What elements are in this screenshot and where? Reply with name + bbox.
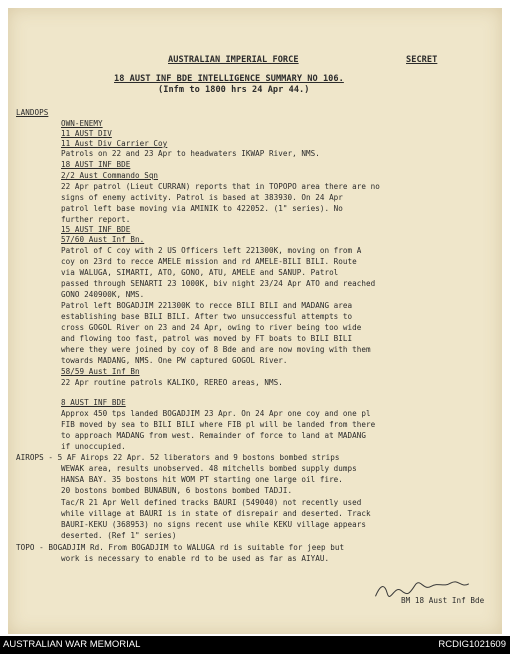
- body-line: towards MADANG, NMS. One PW captured GOGOL River.: [61, 356, 288, 365]
- unit-heading: 18 AUST INF BDE: [61, 160, 131, 169]
- body-line: 22 Apr routine patrols KALIKO, REREO areas, NMS.: [61, 378, 283, 387]
- body-line: coy on 23rd to recce AMELE mission and rd AMELE-BILI BILI. Route: [61, 257, 357, 266]
- body-line: 20 bostons bombed BUNABUN, 6 bostons bombed TADJI.: [61, 486, 293, 495]
- footer-source: AUSTRALIAN WAR MEMORIAL: [3, 639, 141, 650]
- unit-heading: 8 AUST INF BDE: [61, 398, 126, 407]
- body-line: WEWAK area, results unobserved. 48 mitchells bombed supply dumps: [61, 464, 357, 473]
- unit-heading: 11 AUST DIV: [61, 129, 112, 138]
- body-line: HANSA BAY. 35 bostons hit WOM PT starting one large oil fire.: [61, 475, 343, 484]
- body-line: BAURI-KEKU (368953) no signs recent use while KEKU village appears: [61, 520, 367, 529]
- body-line: FIB moved by sea to BILI BILI where FIB pl will be landed from there: [61, 420, 376, 429]
- body-line: to approach MADANG from west. Remainder of force to land at MADANG: [61, 431, 367, 440]
- body-line: Approx 450 tps landed BOGADJIM 23 Apr. On 24 Apr one coy and one pl: [61, 409, 371, 418]
- unit-heading: 57/60 Aust Inf Bn.: [61, 235, 145, 244]
- body-line: establishing base BILI BILI. After two unsuccessful attempts to: [61, 312, 353, 321]
- body-line: if unoccupied.: [61, 442, 126, 451]
- signature-line: BM 18 Aust Inf Bde: [401, 596, 485, 605]
- body-line: where they were joined by coy of 8 Bde and are now moving with them: [61, 345, 371, 354]
- body-line: cross GOGOL River on 23 and 24 Apr, owing to river being too wide: [61, 323, 362, 332]
- body-line: via WALUGA, SIMARTI, ATO, GONO, ATU, AMELE and SANUP. Patrol: [61, 268, 339, 277]
- airops-line: AIROPS - 5 AF Airops 22 Apr. 52 liberators and 9 bostons bombed strips: [16, 453, 340, 462]
- body-line: signs of enemy activity. Patrol is based at 383930. On 24 Apr: [61, 193, 343, 202]
- document-header: AUSTRALIAN IMPERIAL FORCE: [168, 55, 299, 65]
- body-line: Patrol of C coy with 2 US Officers left 221300K, moving on from A: [61, 246, 362, 255]
- unit-heading: 58/59 Aust Inf Bn: [61, 367, 140, 376]
- body-line: Tac/R 21 Apr Well defined tracks BAURI (549040) not recently used: [61, 498, 362, 507]
- classification-label: SECRET: [406, 55, 438, 65]
- body-line: deserted. (Ref 1" series): [61, 531, 177, 540]
- section-heading: LANDOPS: [16, 108, 49, 117]
- body-line: GONO 240900K, NMS.: [61, 290, 145, 299]
- unit-heading: 11 Aust Div Carrier Coy: [61, 139, 168, 148]
- body-line: further report.: [61, 215, 131, 224]
- body-line: Patrols on 22 and 23 Apr to headwaters IKWAP River, NMS.: [61, 149, 320, 158]
- footer-bar: [0, 636, 510, 654]
- document-page: [8, 8, 502, 634]
- body-line: passed through SENARTI 23 1000K, biv night 23/24 Apr ATO and reached: [61, 279, 376, 288]
- body-line: Patrol left BOGADJIM 221300K to recce BILI BILI and MADANG area: [61, 301, 353, 310]
- body-line: and flowing too fast, patrol was moved by FT boats to BILI BILI: [61, 334, 353, 343]
- body-line: patrol left base moving via AMINIK to 422052. (1" series). No: [61, 204, 343, 213]
- topo-line: TOPO - BOGADJIM Rd. From BOGADJIM to WALUGA rd is suitable for jeep but: [16, 543, 345, 552]
- subsection-heading: OWN-ENEMY: [61, 119, 103, 128]
- unit-heading: 15 AUST INF BDE: [61, 225, 131, 234]
- body-line: while village at BAURI is in state of disrepair and deserted. Track: [61, 509, 371, 518]
- unit-heading: 2/2 Aust Commando Sqn: [61, 171, 159, 180]
- body-line: 22 Apr patrol (Lieut CURRAN) reports that in TOPOPO area there are no: [61, 182, 380, 191]
- document-subtitle: (Infm to 1800 hrs 24 Apr 44.): [158, 85, 310, 95]
- document-title: 18 AUST INF BDE INTELLIGENCE SUMMARY NO 106.: [114, 74, 344, 84]
- footer-record-id: RCDIG1021609: [438, 639, 506, 650]
- body-line: work is necessary to enable rd to be used as far as AIYAU.: [61, 554, 330, 563]
